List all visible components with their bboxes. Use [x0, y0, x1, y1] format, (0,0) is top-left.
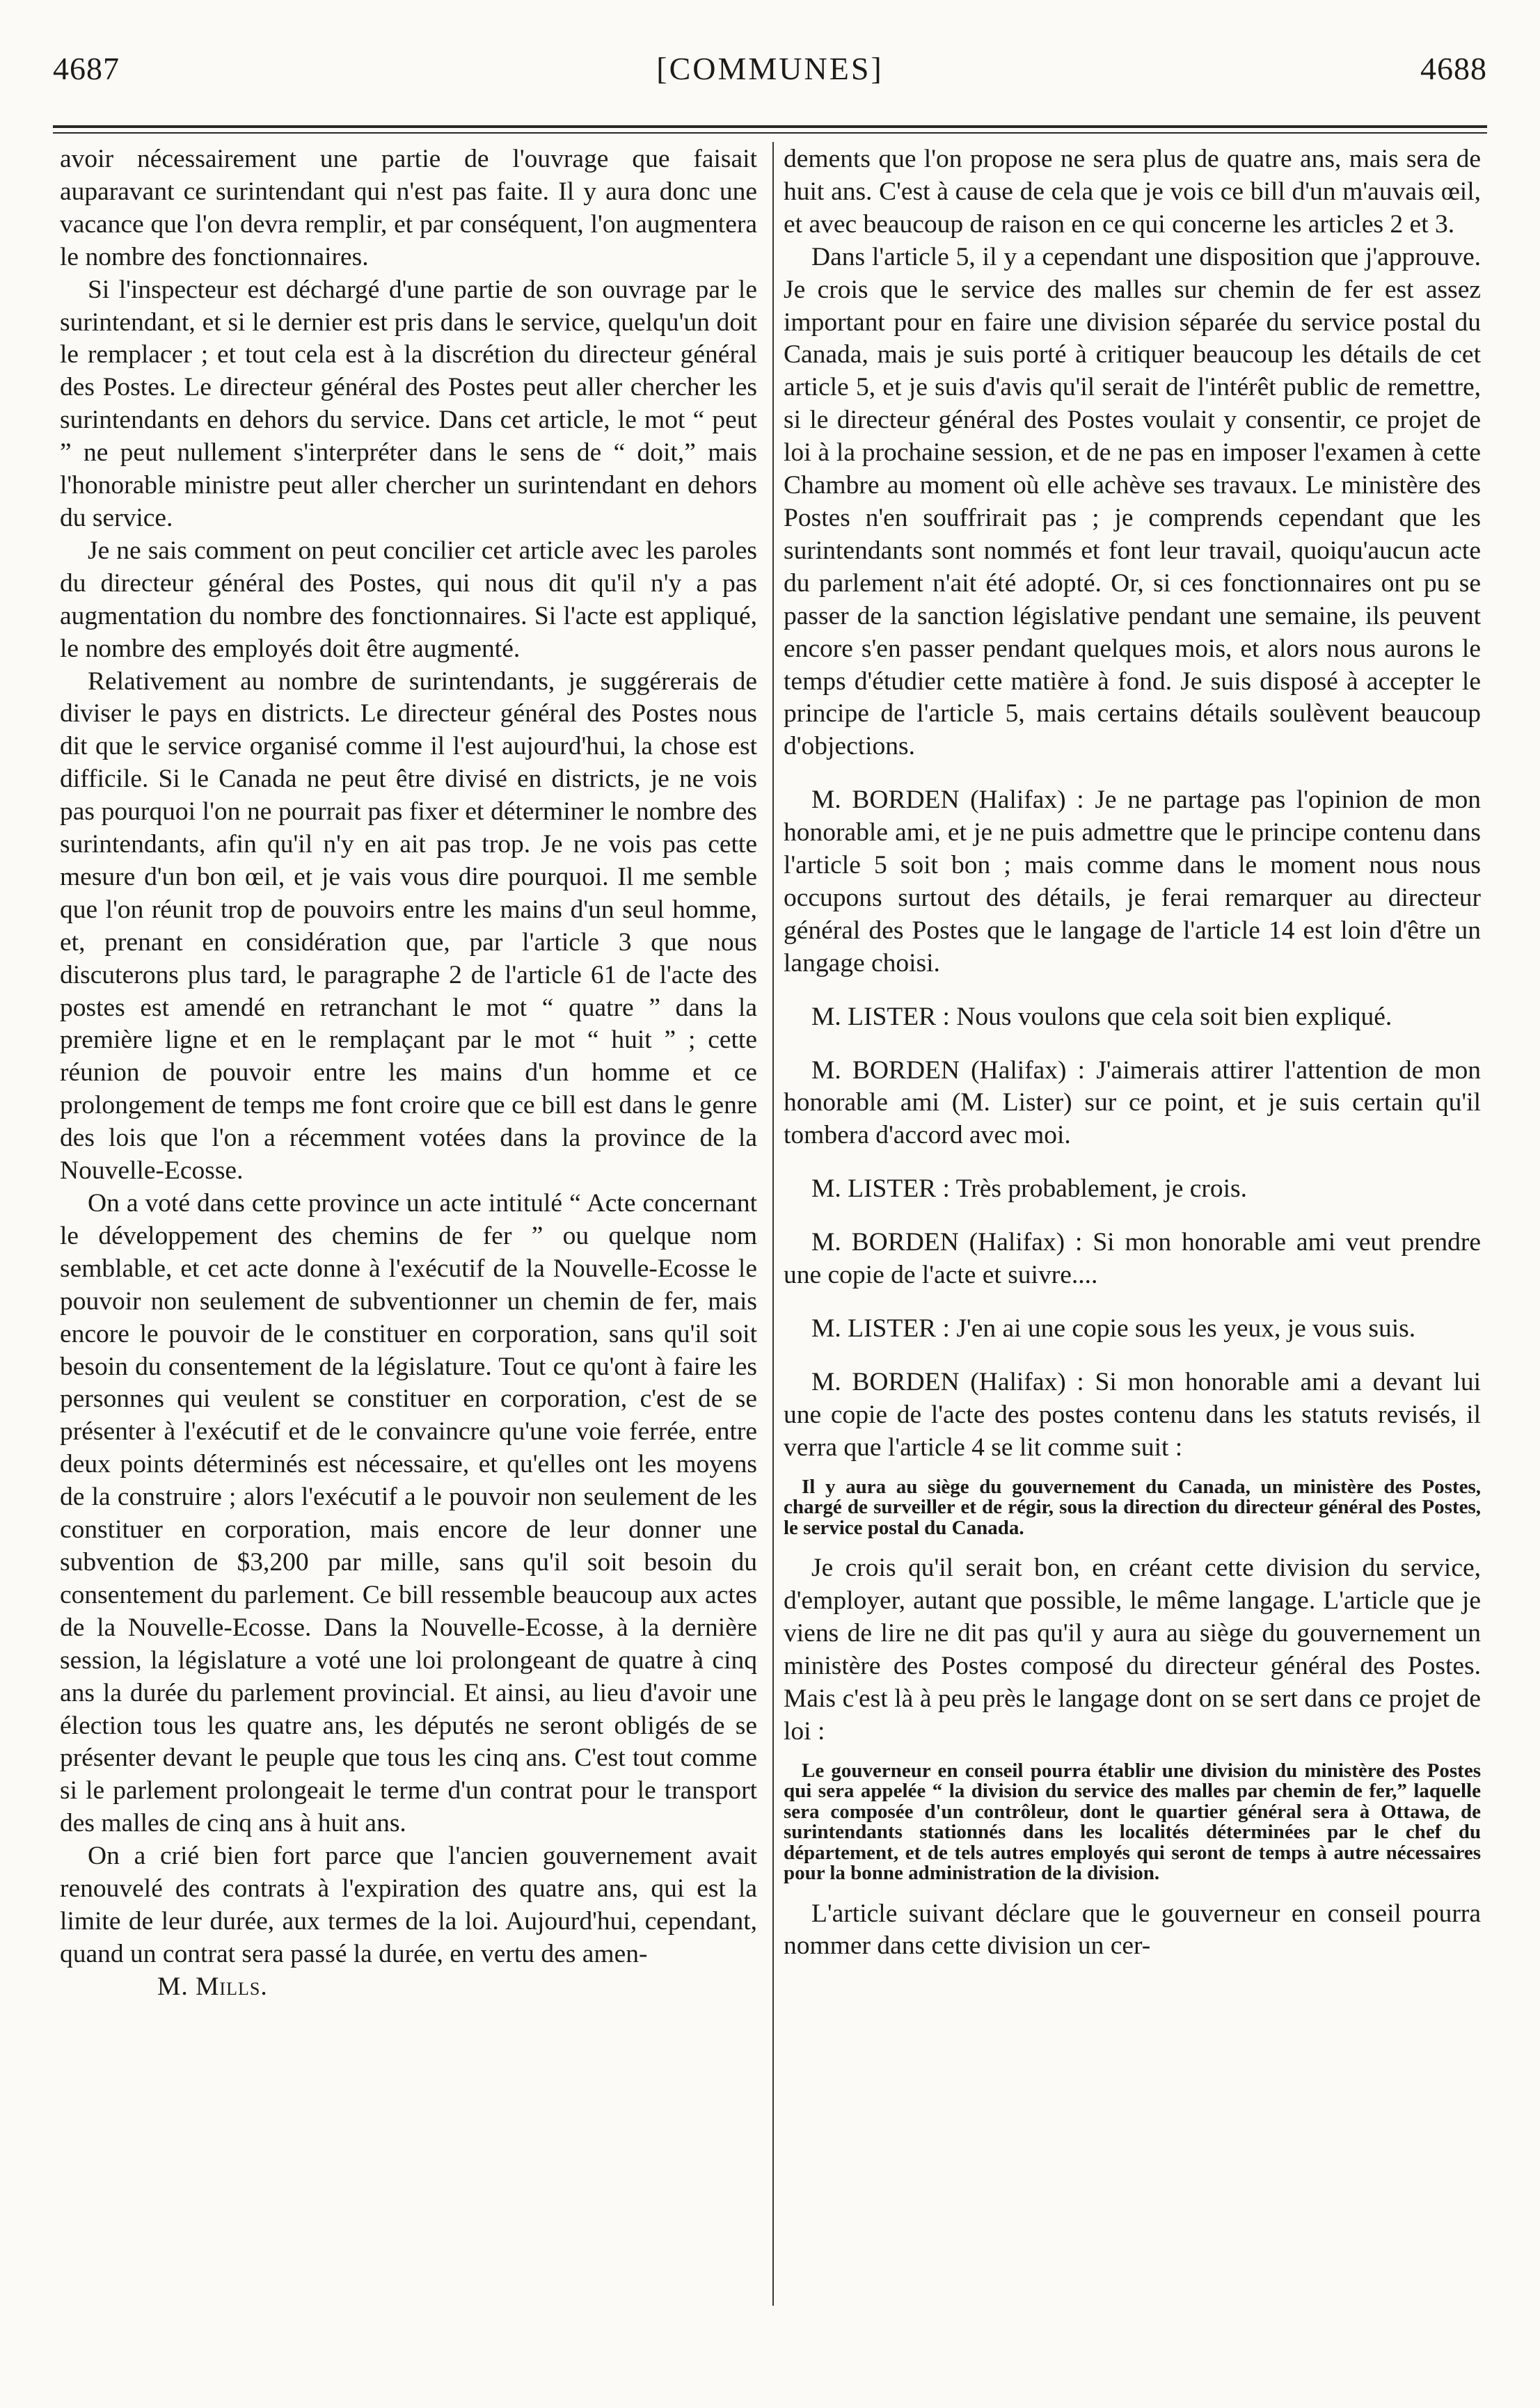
header-title: [COMMUNES]	[656, 51, 884, 86]
speech: M. BORDEN (Halifax) : Je ne partage pas l'opinion de mon honorable ami, et je ne puis admettre que le principe contenu dans l'article 5 soit bon ; mais comme dans le moment nous nous occupons surtout des détails, je ferai remarquer au directeur général des Postes que le langage de l'article 14 est loin d'être un langage choisi.	[784, 786, 1481, 978]
paragraph: avoir nécessairement une partie de l'ouvrage que faisait auparavant ce surintendant qui n'est pas faite. Il y aura donc une vacance que l'on devra remplir, et par conséquent, l'on augmentera le nombre des fonctionnaires.	[60, 145, 757, 271]
header-rule-thin	[53, 132, 1487, 134]
paragraph: dements que l'on propose ne sera plus de quatre ans, mais sera de huit ans. C'est à cause de cela que je vois ce bill d'un m'auvais œil, et avec beaucoup de raison en ce qui concerne les articles 2 et 3.	[784, 145, 1481, 239]
paragraph: Dans l'article 5, il y a cependant une disposition que j'approuve. Je crois que le service des malles sur chemin de fer est assez important pour en faire une division séparée du service postal du Canada, mais je suis porté à critiquer beaucoup les détails de cet article 5, et je suis d'avis qu'il serait de l'intérêt public de remettre, si le directeur général des Postes voulait y consentir, ce projet de loi à la prochaine session, et de ne pas en imposer l'examen à cette Chambre au moment où elle achève ses travaux. Le ministère des Postes n'en souffrirait pas ; je comprends cependant que les surintendants sont nommés et font leur travail, quoiqu'aucun acte du parlement n'ait été adopté. Or, si ces fonctionnaires ont pu se passer de la sanction législative pendant une semaine, ils peuvent encore s'en passer pendant quelques mois, et alors nous aurons le temps d'étudier cette matière à fond. Je suis disposé à accepter le principe de l'article 5, mais certains détails soulèvent beaucoup d'objections.	[784, 242, 1481, 761]
column-divider	[772, 142, 774, 2306]
left-page-number: 4687	[53, 51, 120, 86]
header-rule-thick	[53, 125, 1487, 128]
running-header	[53, 50, 1487, 87]
paragraph: On a voté dans cette province un acte intitulé “ Acte concernant le développement des chemins de fer ” ou quelque nom semblable, et cet acte donne à l'exécutif de la Nouvelle-Ecosse le pouvoir non seulement de subventionner un chemin de fer, mais encore le pouvoir de le constituer en corporation, sans qu'il soit besoin du consentement de la législature. Tout ce qu'ont à faire les personnes qui veulent se constituer en corporation, c'est de se présenter à l'exécutif et de le convaincre qu'une voie ferrée, entre deux points déterminés est nécessaire, et qu'elles ont les moyens de la construire ; alors l'exécutif a le pouvoir non seulement de les constituer en corporation, mais encore de leur donner une subvention de $3,200 par mille, sans qu'il soit besoin du consentement du parlement. Ce bill ressemble beaucoup aux actes de la Nouvelle-Ecosse. Dans la Nouvelle-Ecosse, à la dernière session, la législature a voté une loi prolongeant de quatre à cinq ans la durée du parlement provincial. Et ainsi, au lieu d'avoir une élection tous les quatre ans, les députés ne seront obligés de se présenter devant le peuple que tous les cinq ans. C'est tout comme si le parlement prolongeait le terme d'un contrat pour le transport des malles de cinq ans à huit ans.	[60, 1189, 757, 1838]
paragraph: Relativement au nombre de surintendants, je suggérerais de diviser le pays en districts. Le directeur général des Postes nous dit que le service organisé comme il l'est aujourd'hui, la chose est difficile. Si le Canada ne peut être divisé en districts, je ne vois pas pourquoi l'on ne pourrait pas fixer et déterminer le nombre des surintendants, afin qu'il n'y en ait pas trop. Je ne vois pas cette mesure d'un bon œil, et je vais vous dire pourquoi. Il me semble que l'on réunit trop de pouvoirs entre les mains d'un seul homme, et, prenant en considération que, par l'article 3 que nous discuterons plus tard, le paragraphe 2 de l'article 61 de l'acte des postes est amendé en retranchant le mot “ quatre ” dans la première ligne et en le remplaçant par le mot “ huit ” ; cette réunion de pouvoir entre les mains d'un homme et ce prolongement de temps me font croire que ce bill est dans le genre des lois que l'on a récemment votées dans la province de la Nouvelle-Ecosse.	[60, 667, 757, 1186]
right-page-number: 4688	[1420, 51, 1487, 86]
paragraph: Je crois qu'il serait bon, en créant cette division du service, d'employer, autant que possible, le même langage. L'article que je viens de lire ne dit pas qu'il y aura au siège du gouvernement un ministère des Postes composé du directeur général des Postes. Mais c'est là à peu près le langage dont on se sert dans ce projet de loi :	[784, 1554, 1481, 1746]
speech: M. LISTER : J'en ai une copie sous les yeux, je vous suis.	[811, 1314, 1416, 1343]
quoted-statute: Il y aura au siège du gouvernement du Canada, un ministère des Postes, chargé de surveiller et de régir, sous la direction du directeur général des Postes, le service postal du Canada.	[784, 1475, 1481, 1539]
paragraph: L'article suivant déclare que le gouverneur en conseil pourra nommer dans cette division un cer-	[784, 1899, 1481, 1961]
paragraph: Je ne sais comment on peut concilier cet article avec les paroles du directeur général des Postes, qui nous dit qu'il n'y a pas augmentation du nombre des fonctionnaires. Si l'acte est appliqué, le nombre des employés doit être augmenté.	[60, 536, 757, 663]
speech: M. LISTER : Nous voulons que cela soit bien expliqué.	[811, 1002, 1392, 1031]
paragraph: On a crié bien fort parce que l'ancien gouvernement avait renouvelé des contrats à l'expiration des quatre ans, qui est la limite de leur durée, aux termes de la loi. Aujourd'hui, cependant, quand un contrat sera passé la durée, en vertu des amen-	[60, 1842, 757, 1968]
left-column	[60, 143, 757, 2004]
paragraph: Si l'inspecteur est déchargé d'une partie de son ouvrage par le surintendant, et si le dernier est pris dans le service, quelqu'un doit le remplacer ; et tout cela est à la discrétion du directeur général des Postes. Le directeur général des Postes peut aller chercher les surintendants en dehors du service. Dans cet article, le mot “ peut ” ne peut nullement s'interpréter dans le sens de “ doit,” mais l'honorable ministre peut aller chercher un surintendant en dehors du service.	[60, 275, 757, 532]
right-column	[784, 143, 1481, 1963]
speech: M. BORDEN (Halifax) : J'aimerais attirer l'attention de mon honorable ami (M. Lister) sur ce point, et je suis certain qu'il tombera d'accord avec moi.	[784, 1055, 1481, 1150]
speech: M. BORDEN (Halifax) : Si mon honorable ami a devant lui une copie de l'acte des postes contenu dans les statuts revisés, il verra que l'article 4 se lit comme suit :	[784, 1367, 1481, 1462]
quoted-bill: Le gouverneur en conseil pourra établir une division du ministère des Postes qui sera appelée “ la division du service des malles par chemin de fer,” laquelle sera composée d'un contrôleur, dont le quartier général sera à Ottawa, de surintendants stationnés dans les localités déterminées par le chef du département, et de tels autres employés qui seront de temps à autre nécessaires pour la bonne administration de la division.	[784, 1759, 1481, 1885]
speech: M. BORDEN (Halifax) : Si mon honorable ami veut prendre une copie de l'acte et suivre....	[784, 1228, 1481, 1290]
speech: M. LISTER : Très probablement, je crois.	[811, 1174, 1247, 1204]
speaker-signature: M. Mills.	[157, 1972, 268, 2001]
